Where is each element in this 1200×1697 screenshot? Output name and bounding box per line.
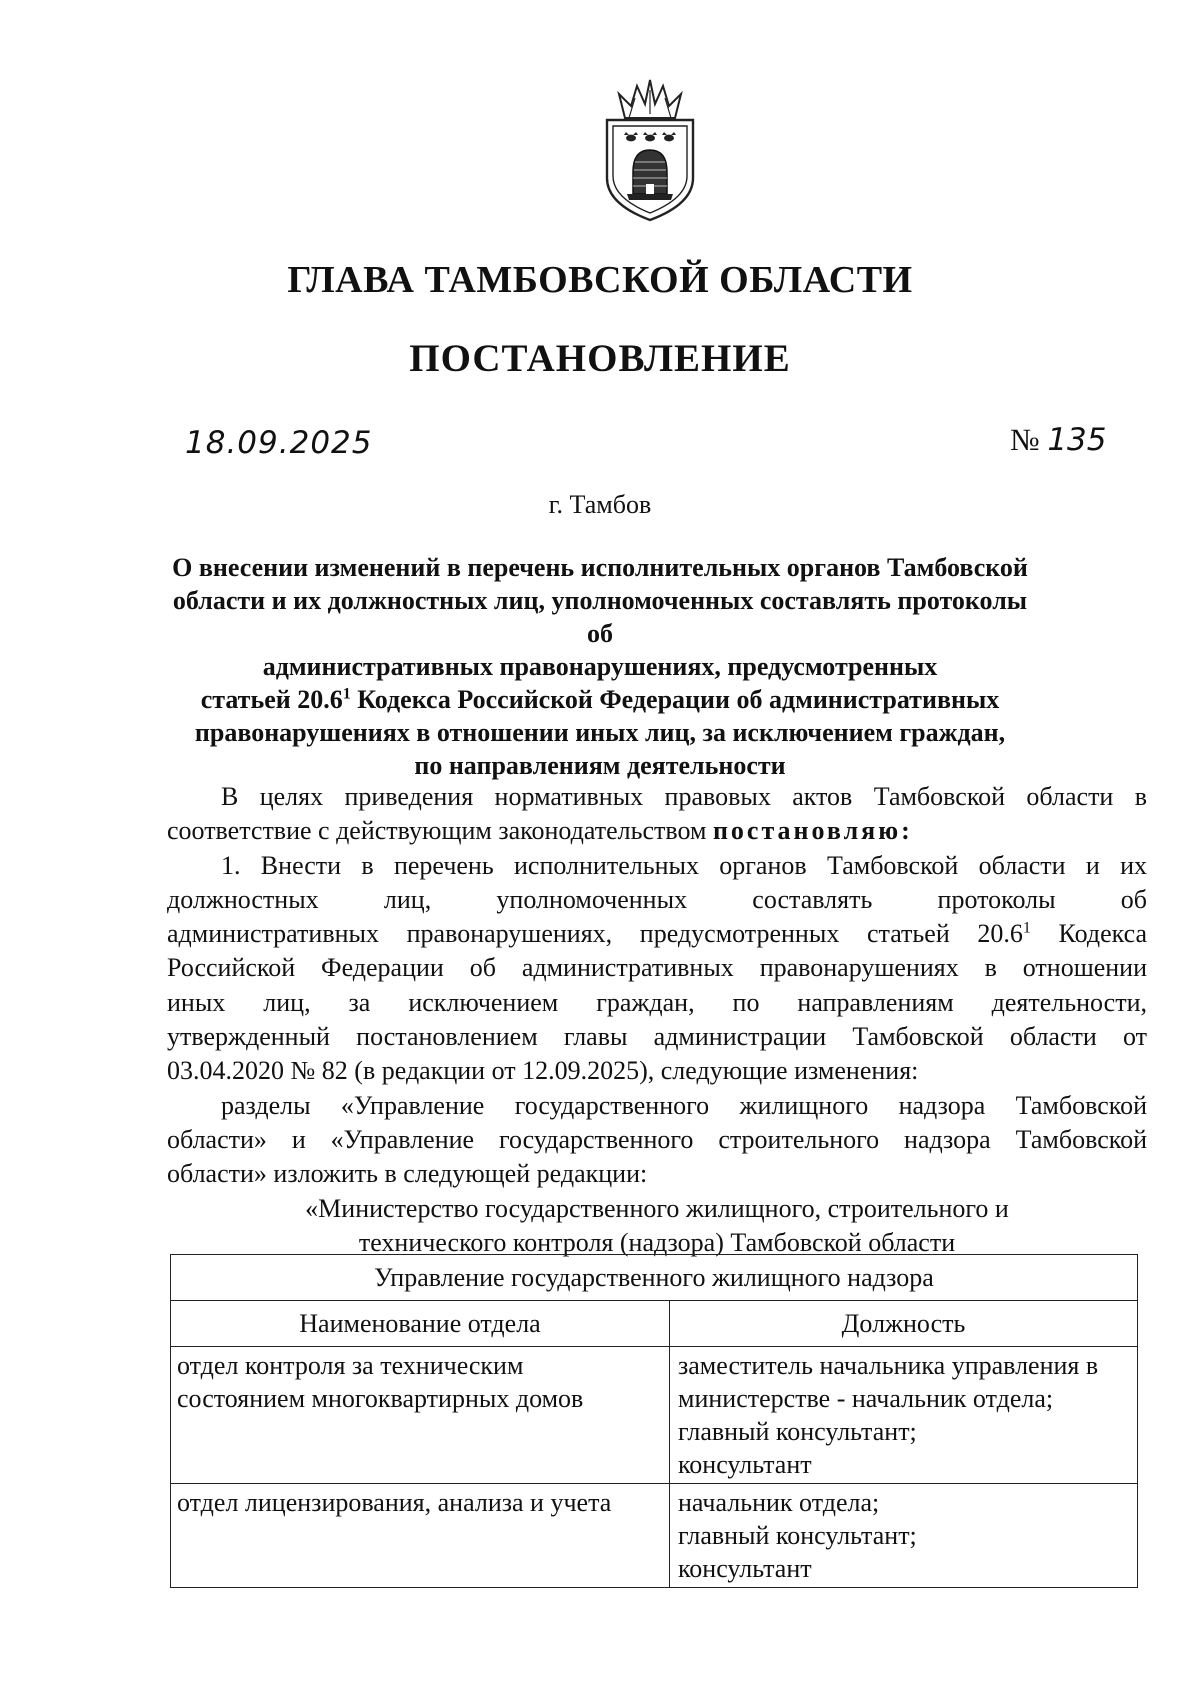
body-line: административных правонарушениях, предусмотренных статьей 20.6$^1$ Кодекса bbox=[167, 919, 1147, 949]
body-line: 03.04.2020 № 82 (в редакции от 12.09.2025), следующие изменения: bbox=[167, 1056, 919, 1086]
document-date: 18.09.2025 bbox=[185, 425, 373, 461]
body-line: области» изложить в следующей редакции: bbox=[167, 1159, 648, 1189]
document-title bbox=[160, 551, 1040, 782]
table-caption-row bbox=[171, 1255, 1138, 1301]
department-cell: отдел лицензирования, анализа и учета bbox=[171, 1484, 670, 1588]
title-line: административных правонарушениях, предусмотренных bbox=[262, 652, 938, 681]
position-cell: заместитель начальника управления в министерстве - начальник отдела; главный консультант; консультант bbox=[670, 1347, 1138, 1484]
document-type: ПОСТАНОВЛЕНИЕ bbox=[409, 337, 791, 380]
title-line: статьей 20.6$^1$ Кодекса Российской Федерации об административных bbox=[200, 685, 1000, 714]
column-header-position: Должность bbox=[670, 1301, 1138, 1347]
table-row bbox=[171, 1484, 1138, 1588]
superscript: 1 bbox=[342, 685, 351, 703]
title-line: О внесении изменений в перечень исполнительных органов Тамбовской bbox=[172, 553, 1028, 582]
body-line: иных лиц, за исключением граждан, по направлениям деятельности, bbox=[167, 987, 1147, 1017]
number-sign: № bbox=[1010, 422, 1040, 457]
body-line: области» и «Управление государственного строительного надзора Тамбовской bbox=[167, 1124, 1147, 1154]
departments-table bbox=[170, 1254, 1138, 1588]
body-line: утвержденный постановлением главы администрации Тамбовской области от bbox=[167, 1022, 1147, 1052]
position-cell: начальник отдела; главный консультант; консультант bbox=[670, 1484, 1138, 1588]
title-line: правонарушениях в отношении иных лиц, за исключением граждан, bbox=[194, 718, 1006, 747]
body-line: 1. Внести в перечень исполнительных органов Тамбовской области и их bbox=[221, 850, 1147, 880]
department-cell: отдел контроля за техническим состоянием многоквартирных домов bbox=[171, 1347, 670, 1484]
body-line: разделы «Управление государственного жилищного надзора Тамбовской bbox=[221, 1090, 1147, 1120]
body-line: соответствие с действующим законодательством постановляю: bbox=[167, 816, 913, 846]
body-line: Российской Федерации об административных правонарушениях в отношении bbox=[167, 953, 1147, 983]
ministry-heading: технического контроля (надзора) Тамбовской области bbox=[358, 1227, 956, 1257]
body-line: должностных лиц, уполномоченных составлять протоколы об bbox=[167, 884, 1147, 914]
column-header-department: Наименование отдела bbox=[171, 1301, 670, 1347]
issuing-authority: ГЛАВА ТАМБОВСКОЙ ОБЛАСТИ bbox=[287, 259, 913, 301]
coat-of-arms-icon bbox=[595, 74, 705, 224]
table-caption: Управление государственного жилищного надзора bbox=[171, 1255, 1138, 1301]
title-line: по направлениям деятельности bbox=[414, 751, 786, 780]
number-value: 135 bbox=[1047, 422, 1107, 458]
city: г. Тамбов bbox=[548, 490, 652, 519]
document-body bbox=[167, 780, 1147, 1260]
ministry-heading: «Министерство государственного жилищного, строительного и bbox=[305, 1193, 1009, 1223]
table-header-row bbox=[171, 1301, 1138, 1347]
table-row bbox=[171, 1347, 1138, 1484]
resolution-word: постановляю: bbox=[712, 816, 913, 846]
title-line: области и их должностных лиц, уполномоченных составлять протоколы об bbox=[172, 586, 1028, 648]
body-line: В целях приведения нормативных правовых актов Тамбовской области в bbox=[221, 782, 1147, 811]
document-number bbox=[1010, 422, 1107, 458]
